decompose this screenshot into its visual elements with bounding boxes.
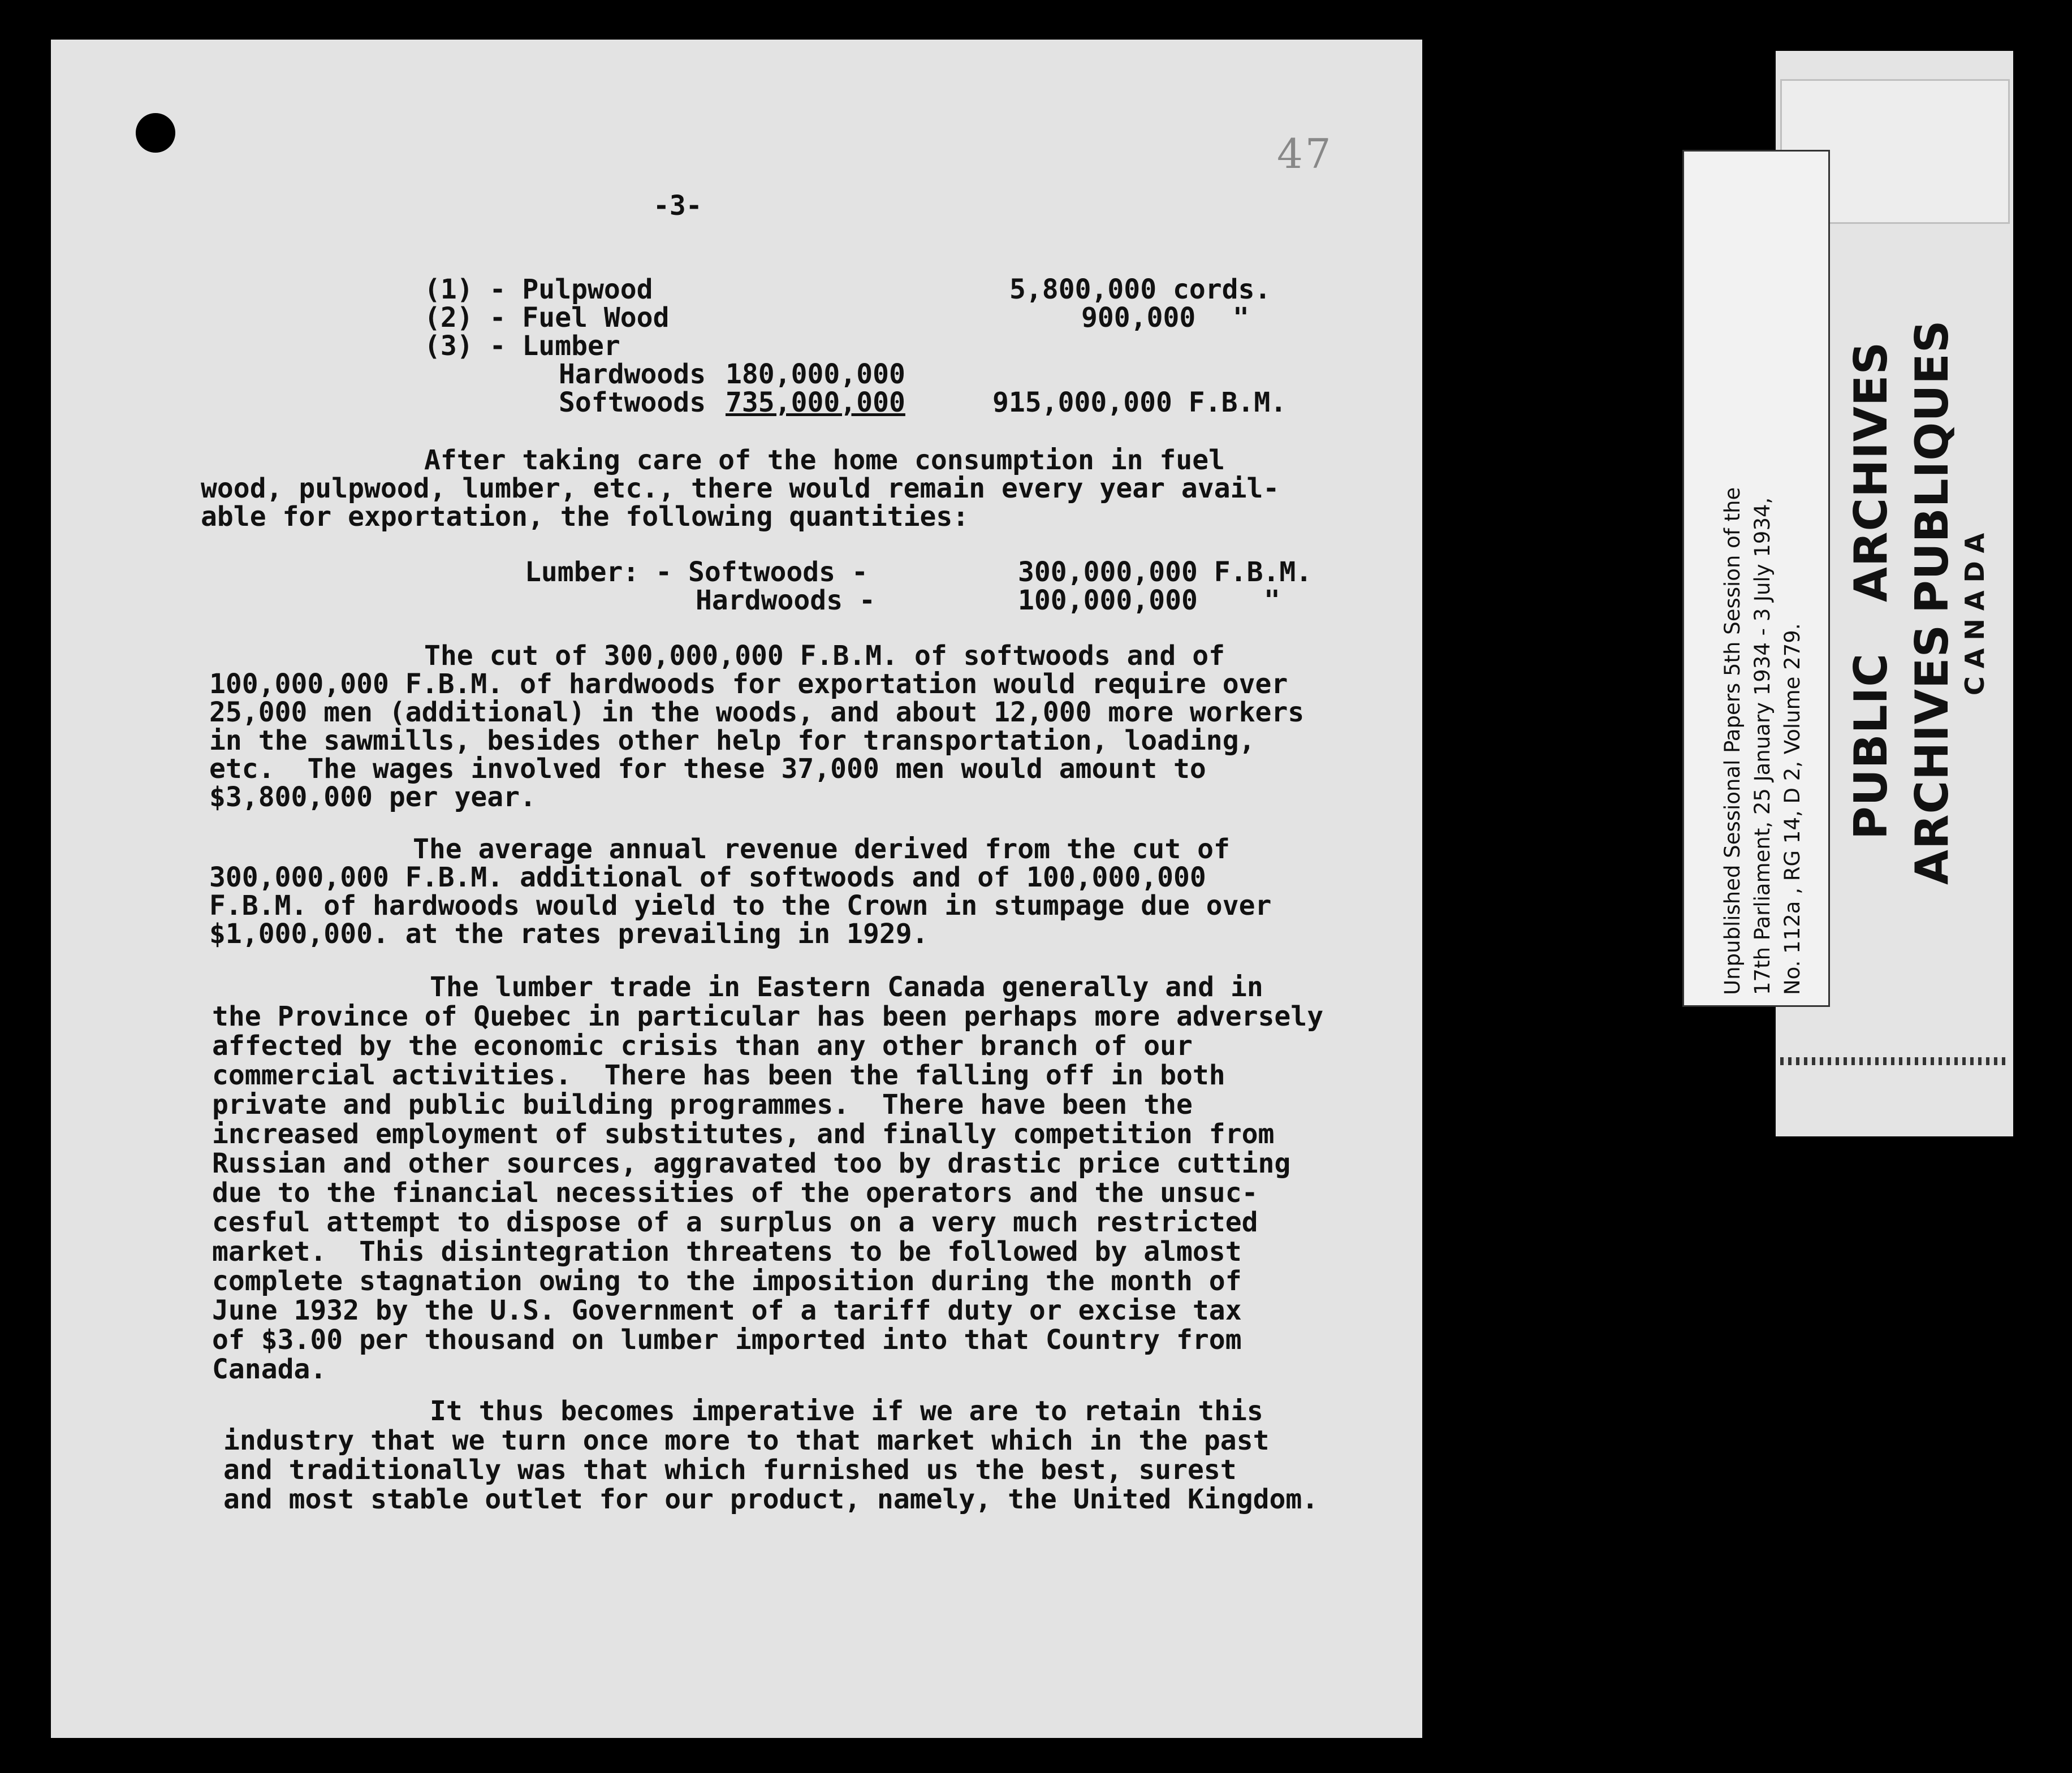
paragraph-line: etc. The wages involved for these 37,000 men would amount to — [209, 753, 1206, 785]
page-number: -3- — [653, 190, 702, 222]
paragraph-line: The lumber trade in Eastern Canada generally and in — [430, 971, 1263, 1003]
paragraph-line: commercial activities. There has been the falling off in both — [212, 1060, 1225, 1091]
softwoods-value: 735,000,000 — [726, 387, 905, 418]
paragraph-line: The average annual revenue derived from the cut of — [413, 833, 1230, 865]
paragraph-line: 300,000,000 F.B.M. additional of softwoods and of 100,000,000 — [209, 862, 1206, 893]
paragraph-line: wood, pulpwood, lumber, etc., there would remain every year avail- — [201, 473, 1280, 504]
archive-caption-line: Unpublished Sessional Papers 5th Session of the — [1720, 487, 1745, 995]
paragraph-line: increased employment of substitutes, and finally competition from — [212, 1118, 1275, 1150]
archive-stamp-archives-fr: ARCHIVES — [1906, 624, 1958, 885]
paragraph-line: Russian and other sources, aggravated too by drastic price cutting — [212, 1148, 1291, 1179]
paragraph-line: cesful attempt to dispose of a surplus on a very much restricted — [212, 1206, 1258, 1238]
archive-caption-line: No. 112a , RG 14, D 2, Volume 279. — [1780, 623, 1805, 995]
paragraph-line: industry that we turn once more to that market which in the past — [223, 1425, 1270, 1456]
export-hardwoods: Hardwoods - — [696, 585, 875, 616]
export-softwoods-value: 300,000,000 F.B.M. — [1018, 556, 1313, 588]
punch-hole — [136, 113, 175, 153]
supply-value-pulpwood: 5,800,000 cords. — [1009, 274, 1271, 305]
softwoods-label: Softwoods — [559, 387, 706, 418]
folio-number: 47 — [1277, 130, 1333, 178]
paragraph-line: 25,000 men (additional) in the woods, and about 12,000 more workers — [209, 697, 1305, 728]
export-hardwoods-ditto: " — [1264, 585, 1280, 616]
paragraph-line: private and public building programmes. There have been the — [212, 1089, 1193, 1121]
paragraph-line: June 1932 by the U.S. Government of a tariff duty or excise tax — [212, 1295, 1242, 1326]
paragraph-line: The cut of 300,000,000 F.B.M. of softwoods and of — [424, 640, 1225, 672]
supply-item-fuel-wood: (2) - Fuel Wood — [424, 302, 670, 334]
hardwoods-label: Hardwoods — [559, 358, 706, 390]
supply-ditto-fuel-wood: " — [1233, 302, 1249, 334]
supply-value-fuel-wood: 900,000 — [1081, 302, 1196, 334]
paragraph-line: and most stable outlet for our product, namely, the United Kingdom. — [223, 1484, 1319, 1515]
supply-item-pulpwood: (1) - Pulpwood — [424, 274, 653, 305]
paragraph-line: Canada. — [212, 1353, 327, 1385]
paragraph-line: affected by the economic crisis than any other branch of our — [212, 1030, 1193, 1062]
paragraph-line: due to the financial necessities of the operators and the unsuc- — [212, 1177, 1258, 1209]
supply-item-lumber: (3) - Lumber — [424, 330, 620, 362]
archive-stamp-publiques: PUBLIQUES — [1906, 319, 1958, 613]
paragraph-line: It thus becomes imperative if we are to retain this — [430, 1395, 1263, 1427]
paragraph-line: of $3.00 per thousand on lumber imported into that Country from — [212, 1324, 1242, 1356]
archive-label-edge — [1780, 1057, 2006, 1065]
paragraph-line: able for exportation, the following quantities: — [201, 501, 969, 533]
paragraph-line: market. This disintegration threatens to be followed by almost — [212, 1236, 1242, 1268]
paragraph-line: and traditionally was that which furnished us the best, surest — [223, 1454, 1237, 1486]
archive-caption-line: 17th Parliament, 25 January 1934 - 3 July 1934, — [1750, 497, 1775, 995]
paragraph-line: in the sawmills, besides other help for transportation, loading, — [209, 725, 1255, 756]
lumber-total: 915,000,000 F.B.M. — [992, 387, 1287, 418]
paragraph-line: 100,000,000 F.B.M. of hardwoods for exportation would require over — [209, 668, 1288, 700]
export-hardwoods-value: 100,000,000 — [1018, 585, 1198, 616]
hardwoods-value: 180,000,000 — [726, 358, 905, 390]
archive-stamp-canada: CANADA — [1959, 525, 1990, 695]
archive-stamp-archives: ARCHIVES — [1845, 341, 1897, 602]
export-lumber-softwoods: Lumber: - Softwoods - — [525, 556, 868, 588]
paragraph-line: the Province of Quebec in particular has been perhaps more adversely — [212, 1001, 1324, 1032]
paragraph-line: $3,800,000 per year. — [209, 781, 536, 813]
paragraph-line: $1,000,000. at the rates prevailing in 1929. — [209, 918, 929, 950]
archive-stamp-public: PUBLIC — [1845, 652, 1897, 840]
paragraph-line: After taking care of the home consumption in fuel — [424, 444, 1225, 476]
paragraph-line: complete stagnation owing to the imposition during the month of — [212, 1265, 1242, 1297]
paragraph-line: F.B.M. of hardwoods would yield to the Crown in stumpage due over — [209, 890, 1272, 922]
